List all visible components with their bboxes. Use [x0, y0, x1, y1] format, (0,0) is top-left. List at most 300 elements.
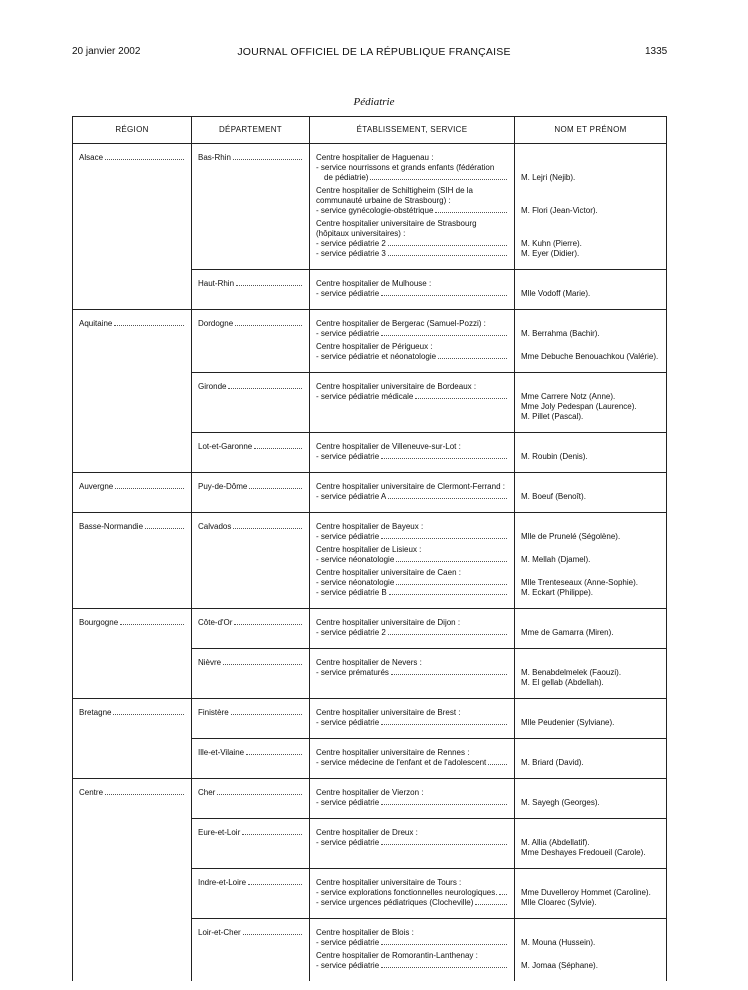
- establishment-block: [316, 442, 508, 462]
- region-cell: [73, 609, 192, 649]
- establishment-block: [316, 708, 508, 728]
- establishment-pad: [310, 310, 514, 372]
- department-cell: [192, 819, 310, 869]
- department-cell: [192, 373, 310, 433]
- name-pad: [515, 310, 666, 372]
- establishment-pad: [310, 473, 514, 512]
- department-cell: [192, 513, 310, 609]
- person-name: Mme Carrere Notz (Anne).: [521, 392, 616, 401]
- name-pad: [515, 144, 666, 269]
- establishment-cell: [310, 609, 515, 649]
- department-pad: [192, 144, 309, 170]
- dot-leader: [233, 159, 302, 160]
- section-title: Pédiatrie: [353, 96, 395, 108]
- name-block: [521, 482, 660, 502]
- name-block: [521, 545, 660, 565]
- region-pad: [73, 144, 191, 170]
- dot-leader: [236, 285, 302, 286]
- establishment-block: [316, 828, 508, 858]
- dot-leader: [415, 398, 507, 399]
- name-cell: [515, 270, 667, 310]
- department-pad: [192, 270, 309, 296]
- dot-leader: [370, 179, 507, 180]
- establishment-pad: [310, 270, 514, 309]
- dot-leader: [235, 325, 302, 326]
- dot-leader: [114, 325, 184, 326]
- name-pad: [515, 373, 666, 432]
- service-line: [316, 798, 508, 808]
- person-name: M. Eckart (Philippe).: [521, 588, 594, 597]
- spacer-line: [521, 342, 660, 352]
- establishment-block: [316, 928, 508, 948]
- person-name: Mlle Cloarec (Sylvie).: [521, 898, 597, 907]
- dot-leader: [120, 624, 184, 625]
- name-block: [521, 186, 660, 216]
- department-label: [198, 828, 303, 838]
- department-label: [198, 708, 303, 718]
- hospital-name: Centre hospitalier de Périgueux :: [316, 342, 433, 351]
- name-pad: [515, 739, 666, 778]
- department-label-text: Calvados: [198, 522, 232, 531]
- name-pad: [515, 819, 666, 868]
- region-label: [79, 708, 185, 718]
- service-line: [316, 492, 508, 502]
- department-label: [198, 482, 303, 492]
- spacer-line: [521, 658, 660, 668]
- region-label: [79, 788, 185, 798]
- name-cell: [515, 609, 667, 649]
- dot-leader: [391, 674, 507, 675]
- hospital-name: Centre hospitalier de Romorantin-Lanthenay :: [316, 951, 478, 960]
- establishment-cell: [310, 779, 515, 819]
- department-pad: [192, 373, 309, 399]
- spacer-line: [521, 928, 660, 938]
- establishment-pad: [310, 819, 514, 868]
- department-cell: [192, 779, 310, 819]
- dot-leader: [243, 934, 302, 935]
- service-line-text: - service pédiatrie et néonatologie: [316, 352, 437, 361]
- dot-leader: [388, 634, 507, 635]
- person-name: M. Boeuf (Benoît).: [521, 492, 586, 501]
- spacer-line: [521, 522, 660, 532]
- appointments-table: [72, 116, 667, 981]
- service-line: [316, 352, 508, 362]
- table-row: [73, 609, 667, 649]
- name-pad: [515, 869, 666, 918]
- department-label-text: Lot-et-Garonne: [198, 442, 253, 451]
- name-block: [521, 658, 660, 688]
- spacer-line: [521, 196, 660, 206]
- department-pad: [192, 513, 309, 539]
- name-cell: [515, 144, 667, 270]
- dot-leader: [115, 488, 184, 489]
- service-line-text: - service pédiatrie: [316, 961, 380, 970]
- spacer-line: [521, 878, 660, 888]
- department-label-text: Loir-et-Cher: [198, 928, 241, 937]
- service-line-text: de pédiatrie): [324, 173, 369, 182]
- region-label: [79, 319, 185, 329]
- table-row: [73, 699, 667, 739]
- service-line: [316, 329, 508, 339]
- header-date: 20 janvier 2002: [72, 46, 141, 57]
- establishment-block: [316, 186, 508, 216]
- person-name: Mme de Gamarra (Miren).: [521, 628, 614, 637]
- establishment-pad: [310, 513, 514, 608]
- spacer-line: [521, 545, 660, 555]
- spacer-line: [521, 219, 660, 229]
- service-line: [316, 898, 508, 908]
- establishment-cell: [310, 373, 515, 433]
- dot-leader: [438, 358, 507, 359]
- region-cell: [73, 144, 192, 270]
- service-line: [316, 938, 508, 948]
- service-line-text: - service pédiatrie 2: [316, 239, 386, 248]
- establishment-pad: [310, 739, 514, 778]
- name-block: [521, 708, 660, 728]
- service-line-text: - service prématurés: [316, 668, 389, 677]
- dot-leader: [233, 528, 302, 529]
- service-line-text: - service néonatologie: [316, 555, 395, 564]
- name-cell: [515, 513, 667, 609]
- dot-leader: [475, 904, 507, 905]
- dot-leader: [105, 159, 184, 160]
- establishment-block: [316, 568, 508, 598]
- hospital-name: Centre hospitalier de Bergerac (Samuel-Pozzi) :: [316, 319, 486, 328]
- spacer-line: [521, 442, 660, 452]
- service-line: [316, 578, 508, 588]
- table-row: [73, 739, 667, 779]
- name-block: [521, 319, 660, 339]
- department-cell: [192, 144, 310, 270]
- spacer-line: [521, 708, 660, 718]
- column-header-department: DÉPARTEMENT: [192, 117, 310, 144]
- dot-leader: [234, 624, 302, 625]
- dot-leader: [381, 967, 507, 968]
- name-cell: [515, 819, 667, 869]
- name-pad: [515, 433, 666, 472]
- department-label-text: Côte-d'Or: [198, 618, 233, 627]
- name-cell: [515, 739, 667, 779]
- name-cell: [515, 310, 667, 373]
- table-row: [73, 144, 667, 270]
- hospital-name: Centre hospitalier de Bayeux :: [316, 522, 424, 531]
- department-pad: [192, 869, 309, 895]
- region-label-text: Basse-Normandie: [79, 522, 144, 531]
- name-block: [521, 748, 660, 768]
- person-name: M. Jomaa (Séphane).: [521, 961, 598, 970]
- spacer-line: [521, 186, 660, 196]
- department-pad: [192, 779, 309, 805]
- dot-leader: [388, 255, 507, 256]
- spacer-line: [316, 848, 508, 858]
- region-pad: [73, 779, 191, 805]
- column-header-name: NOM ET PRÉNOM: [515, 117, 667, 144]
- service-line-text: - service explorations fonctionnelles neurologiques.: [316, 888, 498, 897]
- name-cell: [515, 373, 667, 433]
- service-line: [316, 173, 508, 183]
- person-name: Mme Joly Pedespan (Laurence).: [521, 402, 637, 411]
- department-label-text: Puy-de-Dôme: [198, 482, 248, 491]
- hospital-name: Centre hospitalier de Mulhouse :: [316, 279, 432, 288]
- spacer-line: [521, 382, 660, 392]
- hospital-name: Centre hospitalier universitaire de Clermont-Ferrand :: [316, 482, 505, 491]
- establishment-cell: [310, 649, 515, 699]
- spacer-line: [521, 482, 660, 492]
- column-header-region: RÉGION: [73, 117, 192, 144]
- department-label-text: Ille-et-Vilaine: [198, 748, 245, 757]
- spacer-line: [521, 153, 660, 163]
- department-label: [198, 153, 303, 163]
- hospital-name: Centre hospitalier universitaire de Rennes :: [316, 748, 470, 757]
- establishment-block: [316, 618, 508, 638]
- person-name: M. Lejri (Nejib).: [521, 173, 576, 182]
- name-cell: [515, 699, 667, 739]
- hospital-name: Centre hospitalier de Blois :: [316, 928, 414, 937]
- name-pad: [515, 609, 666, 648]
- establishment-cell: [310, 869, 515, 919]
- department-label: [198, 928, 303, 938]
- service-line-text: - service néonatologie: [316, 578, 395, 587]
- dot-leader: [381, 458, 507, 459]
- establishment-pad: [310, 373, 514, 432]
- name-block: [521, 219, 660, 259]
- hospital-name: Centre hospitalier universitaire de Dijon :: [316, 618, 461, 627]
- name-pad: [515, 473, 666, 512]
- dot-leader: [396, 561, 507, 562]
- dot-leader: [254, 448, 302, 449]
- table-row: [73, 649, 667, 699]
- establishment-block: [316, 342, 508, 362]
- region-cell: [73, 473, 192, 513]
- department-label-text: Cher: [198, 788, 216, 797]
- dot-leader: [145, 528, 184, 529]
- region-pad: [73, 649, 191, 665]
- dot-leader: [435, 212, 507, 213]
- name-cell: [515, 649, 667, 699]
- service-line-text: - service pédiatrie 3: [316, 249, 386, 258]
- service-line-text: - service médecine de l'enfant et de l'adolescent: [316, 758, 487, 767]
- name-block: [521, 568, 660, 598]
- department-pad: [192, 919, 309, 945]
- department-label: [198, 279, 303, 289]
- region-label-text: Bourgogne: [79, 618, 119, 627]
- table-row: [73, 270, 667, 310]
- region-cell: [73, 779, 192, 819]
- service-line-text: - service pédiatrie 2: [316, 628, 386, 637]
- person-name: M. Benabdelmelek (Faouzi).: [521, 668, 622, 677]
- service-line-text: - service pédiatrie: [316, 452, 380, 461]
- establishment-block: [316, 522, 508, 542]
- dot-leader: [381, 295, 507, 296]
- department-label: [198, 442, 303, 452]
- dot-leader: [381, 538, 507, 539]
- region-cell: [73, 739, 192, 779]
- department-label-text: Gironde: [198, 382, 227, 391]
- region-label-text: Centre: [79, 788, 104, 797]
- spacer-line: [521, 828, 660, 838]
- spacer-line: [316, 412, 508, 422]
- department-cell: [192, 609, 310, 649]
- person-name: M. El gellab (Abdellah).: [521, 678, 604, 687]
- hospital-name: Centre hospitalier de Villeneuve-sur-Lot :: [316, 442, 461, 451]
- hospital-name: Centre hospitalier de Haguenau :: [316, 153, 434, 162]
- hospital-name: Centre hospitalier universitaire de Tours :: [316, 878, 462, 887]
- region-label: [79, 522, 185, 532]
- table-row: [73, 919, 667, 982]
- department-label-text: Nièvre: [198, 658, 222, 667]
- dot-leader: [246, 754, 302, 755]
- establishment-pad: [310, 144, 514, 269]
- department-label-text: Haut-Rhin: [198, 279, 235, 288]
- person-name: Mme Duvelleroy Hommet (Caroline).: [521, 888, 651, 897]
- dot-leader: [389, 594, 507, 595]
- service-line: [316, 888, 508, 898]
- spacer-line: [521, 163, 660, 173]
- service-line-text: - service pédiatrie B: [316, 588, 387, 597]
- name-cell: [515, 473, 667, 513]
- region-pad: [73, 513, 191, 539]
- spacer-line: [521, 618, 660, 628]
- region-cell: [73, 919, 192, 982]
- person-name: M. Kuhn (Pierre).: [521, 239, 582, 248]
- name-pad: [515, 649, 666, 698]
- name-pad: [515, 513, 666, 608]
- department-cell: [192, 699, 310, 739]
- service-line: [316, 452, 508, 462]
- establishment-pad: [310, 869, 514, 918]
- region-cell: [73, 310, 192, 373]
- name-block: [521, 153, 660, 183]
- department-pad: [192, 819, 309, 845]
- region-pad: [73, 310, 191, 336]
- region-label-text: Auvergne: [79, 482, 114, 491]
- service-line: [316, 628, 508, 638]
- hospital-name: (hôpitaux universitaires) :: [316, 229, 406, 238]
- hospital-name: Centre hospitalier universitaire de Bordeaux :: [316, 382, 477, 391]
- department-pad: [192, 473, 309, 499]
- establishment-pad: [310, 609, 514, 648]
- dot-leader: [105, 794, 184, 795]
- service-line: - service nourrissons et grands enfants (fédération: [316, 163, 495, 172]
- establishment-cell: [310, 739, 515, 779]
- establishment-block: [316, 279, 508, 299]
- service-line: [316, 668, 508, 678]
- service-line-text: - service gynécologie-obstétrique: [316, 206, 434, 215]
- region-pad: [73, 373, 191, 389]
- name-pad: [515, 699, 666, 738]
- person-name: M. Berrahma (Bachir).: [521, 329, 600, 338]
- dot-leader: [381, 724, 507, 725]
- department-label: [198, 319, 303, 329]
- department-pad: [192, 699, 309, 725]
- service-line-text: - service pédiatrie: [316, 329, 380, 338]
- service-line-text: - service pédiatrie médicale: [316, 392, 414, 401]
- department-cell: [192, 919, 310, 982]
- dot-leader: [381, 335, 507, 336]
- department-label: [198, 788, 303, 798]
- establishment-block: [316, 658, 508, 688]
- establishment-block: [316, 788, 508, 808]
- dot-leader: [231, 714, 302, 715]
- name-pad: [515, 270, 666, 309]
- hospital-name: Centre hospitalier de Schiltigheim (SIH de la: [316, 186, 473, 195]
- department-pad: [192, 739, 309, 765]
- service-line-text: - service pédiatrie: [316, 838, 380, 847]
- region-label: [79, 153, 185, 163]
- establishment-block: [316, 878, 508, 908]
- service-line-text: - service pédiatrie: [316, 289, 380, 298]
- dot-leader: [248, 884, 302, 885]
- establishment-cell: [310, 144, 515, 270]
- person-name: M. Allia (Abdellatif).: [521, 838, 590, 847]
- person-name: Mme Deshayes Fredoueil (Carole).: [521, 848, 646, 857]
- department-pad: [192, 649, 309, 675]
- person-name: Mme Debuche Benouachkou (Valérie).: [521, 352, 659, 361]
- table-row: [73, 373, 667, 433]
- establishment-block: [316, 153, 508, 183]
- hospital-name: Centre hospitalier universitaire de Strasbourg: [316, 219, 477, 228]
- establishment-cell: [310, 310, 515, 373]
- establishment-cell: [310, 433, 515, 473]
- table-header-row: [73, 117, 667, 144]
- region-label: [79, 618, 185, 628]
- region-label-text: Aquitaine: [79, 319, 113, 328]
- department-label: [198, 658, 303, 668]
- table-row: [73, 869, 667, 919]
- establishment-pad: [310, 919, 514, 981]
- department-label: [198, 522, 303, 532]
- establishment-block: [316, 319, 508, 339]
- establishment-pad: [310, 699, 514, 738]
- name-block: [521, 382, 660, 422]
- service-line-text: - service pédiatrie A: [316, 492, 387, 501]
- dot-leader: [249, 488, 302, 489]
- table-row: [73, 473, 667, 513]
- department-pad: [192, 310, 309, 336]
- establishment-cell: [310, 473, 515, 513]
- spacer-line: [521, 568, 660, 578]
- dot-leader: [223, 664, 302, 665]
- spacer-line: [521, 788, 660, 798]
- hospital-name: Centre hospitalier universitaire de Brest :: [316, 708, 461, 717]
- name-block: [521, 928, 660, 948]
- department-label-text: Dordogne: [198, 319, 234, 328]
- dot-leader: [113, 714, 184, 715]
- region-cell: [73, 819, 192, 869]
- service-line: [316, 532, 508, 542]
- service-line: [316, 555, 508, 565]
- region-pad: [73, 433, 191, 449]
- dot-leader: [488, 764, 507, 765]
- establishment-pad: [310, 433, 514, 472]
- person-name: M. Roubin (Denis).: [521, 452, 588, 461]
- person-name: Mlle de Prunelé (Ségolène).: [521, 532, 621, 541]
- department-cell: [192, 649, 310, 699]
- name-block: [521, 878, 660, 908]
- column-header-establishment: ÉTABLISSEMENT, SERVICE: [310, 117, 515, 144]
- establishment-block: [316, 482, 508, 502]
- spacer-line: [316, 402, 508, 412]
- dot-leader: [242, 834, 302, 835]
- region-pad: [73, 739, 191, 755]
- table-row: [73, 513, 667, 609]
- person-name: M. Mouna (Hussein).: [521, 938, 596, 947]
- department-label: [198, 618, 303, 628]
- person-name: M. Briard (David).: [521, 758, 584, 767]
- department-cell: [192, 310, 310, 373]
- service-line: [316, 206, 508, 216]
- department-label-text: Bas-Rhin: [198, 153, 231, 162]
